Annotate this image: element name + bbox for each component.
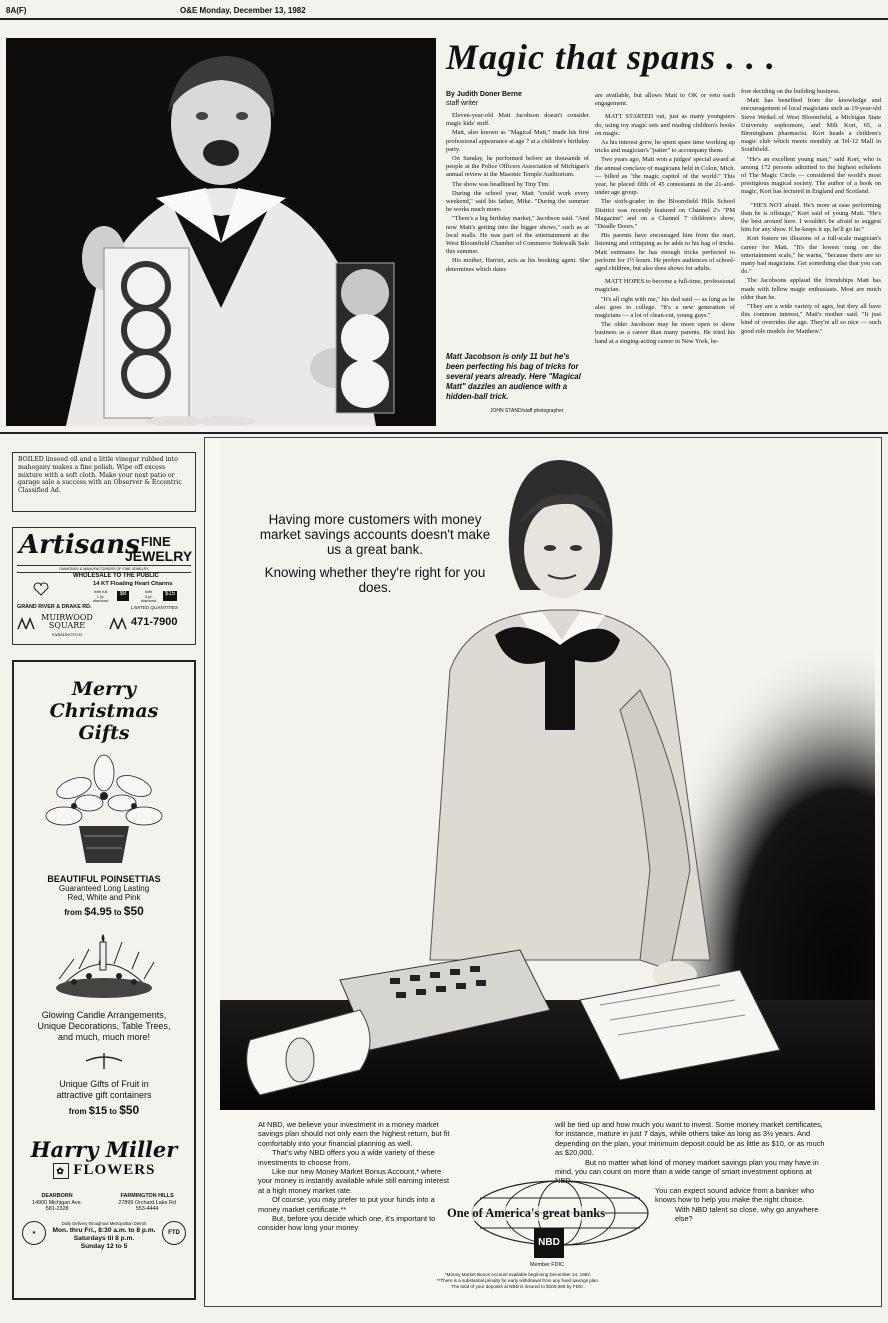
paragraph: are available, but allows Matt to OK or veto each engagement.: [595, 92, 735, 108]
subhead-paragraph: "HE'S NOT afraid. He's more at ease performing than he is offstage," Kort said of young Matt. "He's the best around here. I wouldn't be afraid to suggest him for any show. If he keeps it up, he'll go far.": [741, 201, 881, 234]
running-head: O&E Monday, December 13, 1982: [180, 6, 306, 15]
article-column-3: [741, 88, 881, 337]
byline-name: By Judith Doner Berne: [446, 91, 522, 98]
ftd-left-icon: ★: [22, 1221, 46, 1245]
muirwood-logo-icon-2: [109, 616, 127, 630]
store-farmington: FARMINGTON HILLS 27899 Orchard Lake Rd 553-4444: [118, 1193, 176, 1213]
flowers-logo-text: ✿ FLOWERS: [14, 1162, 194, 1179]
store-dearborn: DEARBORN 14900 Michigan Ave. 581-2328: [32, 1193, 83, 1213]
article-column-1: [446, 112, 589, 275]
fruit-desc: Unique Gifts of Fruit in attractive gift containers: [56, 1079, 152, 1100]
magician-photo: [6, 38, 436, 426]
paragraph: "They are a wide variety of ages, but they all have this common interest," Matt's mother said. "It just kind of overrides the age. They're all so nice — such good role models for Matthew.": [741, 303, 881, 335]
paragraph: fore deciding on the building business.: [741, 88, 841, 95]
paragraph: As his interest grew, he spent spare time working up tricks and magician's "patter" to accompany them.: [595, 139, 735, 155]
flower-emblem-icon: ✿: [53, 1163, 69, 1179]
paragraph: Kort fosters no illusions of a full-scale magician's career for Matt. "It's the lowest rung on the entertainment scale," he warns, "because there are so many bad magicians. Get something else that you can do.": [741, 235, 881, 276]
artisans-price-2: $15: [163, 591, 177, 601]
artisans-price-1: $8: [117, 591, 129, 601]
muirwood-logo-icon: [17, 616, 35, 630]
poinsettias-title: BEAUTIFUL POINSETTIAS: [47, 874, 161, 884]
member-fdic: Member FDIC: [530, 1262, 564, 1268]
photo-caption: Matt Jacobson is only 11 but he's been perfecting his bag of tricks for several years already. Here "Magical Matt" dazzles an audience with a hidden-ball trick.: [446, 352, 581, 401]
holly-divider-icon: [84, 1051, 124, 1071]
artisans-limited: LIMITED QUANTITIES: [131, 605, 178, 610]
artisans-fine: FINE: [141, 534, 171, 549]
nbd-copy-left: At NBD, we believe your investment in a money market savings plan should not only earn the highest return, but fit comfortably into your financial planning as well. That's why NBD offers you a wide variety of these investments to choose from. Like our new Money Market Bonus Account,* where your money is instantly available while still earning interest at a high money market rate. Of course, you may prefer to put your funds into a money market certificate.** But, before you decide which one, it's important to consider how long your money: [258, 1120, 450, 1233]
artisans-banner: DIAMONDS & MANUFACTURERS OF FINE JEWELRY: [17, 565, 191, 573]
artisans-option-2: with 3 pt. diamond: [141, 589, 157, 604]
nbd-footnotes: *Money Market Bonus Account available beginning December 14, 1982. **There is a substantial penalty for early withdrawal from any fixed savings plan. The total of your deposits at NBD is insured to $100,000 by FDIC.: [436, 1272, 600, 1289]
paragraph: The Jacobsons applaud the friendships Matt has made with fellow magic enthusiasts. Most are much older than he.: [741, 277, 881, 301]
nbd-copy-right: will be tied up and how much you want to invest. Some money market certificates, for instance, mature in just 7 days, while others take as long as 3½ years. And depending on the plan, your minimum deposit could be as little as $10, or as much as $20,000. But no matter what kind of money market savings plan you may have in mind, you can count on more than a wide range of smart investment options at NBD. You can expect sound advice from a banker who knows how to help you make the right choice. With NBD talent so close, why go anywhere else?: [555, 1120, 825, 1224]
artisans-option-1: with full 1 pt. diamond: [93, 589, 109, 604]
paragraph: Eleven-year-old Matt Jacobson doesn't consider magic kids' stuff.: [446, 112, 589, 128]
paragraph: The older Jacobson may be more open to show business as a career than many parents. He tried his hand at a singing-acting career in New York, be-: [595, 321, 735, 345]
paragraph: "It's all right with me," his dad said — as long as he also goes to college. "It's a new generation of magicians — a lot of clean-cut, young guys.": [595, 295, 735, 320]
artisans-phone: 471-7900: [131, 616, 178, 628]
paragraph: His mother, Harriet, acts as his booking agent. She determines which dates: [446, 257, 589, 273]
subhead-paragraph: MATT HOPES to become a full-time, professional magician.: [595, 278, 735, 294]
paragraph: During the school year, Matt "could work every weekend," said his father, Mike. "During the summer he works much more.: [446, 189, 589, 214]
artisans-wholesale: WHOLESALE TO THE PUBLIC: [73, 573, 159, 579]
poinsettias-desc: Guaranteed Long Lasting Red, White and Pink: [58, 884, 150, 902]
nbd-logo: NBD: [534, 1228, 564, 1258]
paragraph: His parents have encouraged him from the start, listening and critiquing as he adds to his bag of tricks. Matt estimates he has enough tricks perfected to perform for 1½ hours. He prefers audiences of school-aged children, but also does shows for adults.: [595, 232, 735, 273]
artisans-location: GRAND RIVER & DRAKE RD.: [17, 604, 92, 610]
paragraph: On Sunday, he performed before an thousands of people at the Police Officers Association of Michigan's annual review at the Masonic Temple Auditorium.: [446, 155, 589, 179]
merry-christmas-title: Merry Christmas Gifts: [49, 678, 159, 744]
harry-miller-flowers-ad: [12, 660, 196, 1300]
nbd-headline: Having more customers with money market savings accounts doesn't make us a great bank. Knowing whether they're right for you does.: [259, 512, 491, 595]
paragraph: "He's an excellent young man," said Kort, who is among 172 persons admitted to the highest echelons of The Magic Circle — considered the world's most prestigious magical society. The author of a book on magic, Kort has lectured in England and Scotland.: [741, 155, 881, 196]
artisans-logo: Artisans: [19, 530, 140, 560]
heart-charm-icon: [33, 582, 49, 596]
classified-filler-box: BOILED linseed oil and a little vinegar rubbed into mahogany makes a fine polish. Wipe off excess mixture with a soft cloth. Make your next patio or garage sale a success with an Observer & Eccentric Classified Ad.: [12, 452, 196, 512]
paragraph: Matt has benefited from the knowledge and encouragement of local magicians such as 19-year-old Steve Weikel of West Bloomfield, a Michigan State University sophomore, and Milt Kort, 65, a Birmingham pharmacist. Kort heads a children's magic club which meets monthly at Tel-12 Mall in Southfield.: [741, 97, 881, 154]
paragraph: Matt, also known as "Magical Matt," made his first professional appearance at age 7 at a children's birthday party.: [446, 129, 589, 153]
artisans-hearts: 14 KT Floating Heart Charms: [93, 581, 173, 587]
candles-desc: Glowing Candle Arrangements, Unique Decorations, Table Trees, and much, much more!: [37, 1010, 171, 1042]
article-column-2: [595, 92, 735, 347]
hours-block: [14, 1221, 194, 1267]
photo-credit: JOHN STAND/staff photographer: [490, 408, 564, 414]
paragraph: The show was headlined by Tiny Tim.: [452, 180, 550, 188]
poinsettia-illustration: [34, 748, 174, 868]
paragraph: Two years ago, Matt won a judges' special award at the annual conclave of magicians held in Colon, Mich. — billed as "the magic capitol of the world." This year, he placed fifth of 45 contestants in the 21-and-under age group.: [595, 156, 735, 197]
candle-arrangement-illustration: [44, 924, 164, 1004]
nbd-tagline: One of America's great banks: [447, 1206, 606, 1220]
muirwood-square: MUIRWOOD SQUARE FARMINGTON: [41, 613, 93, 637]
store-hours: Mon. thru Fri., 8:30 a.m. to 8 p.m. Saturdays til 8 p.m. Sunday 12 to 5: [52, 1226, 156, 1250]
ftd-logo: FTD: [162, 1221, 186, 1245]
store-locations: [14, 1193, 194, 1213]
paragraph: "There's a big birthday market," Jacobson said. "And now Matt's getting into the bigger shows," such as at local malls. He was part of the entertainment at the West Bloomfield Chamber of Commerce Sidewalk Sale this summer.: [446, 215, 589, 256]
delivery-note: Daily Delivery throughout Metropolitan Detroit: [61, 1220, 147, 1226]
harry-miller-logo: Harry Miller: [30, 1137, 178, 1162]
subhead-paragraph: MATT STARTED out, just as many youngsters do, using toy magic sets and reading children's books on magic.: [595, 113, 735, 137]
byline: [446, 90, 522, 108]
header-rule: [0, 18, 888, 20]
byline-title: staff writer: [446, 100, 479, 107]
artisans-jewelry-ad: [12, 527, 196, 645]
poinsettias-price: from $4.95 to $50: [64, 904, 144, 918]
page-folio: 8A(F): [6, 6, 27, 15]
paragraph: The sixth-grader in the Bloomfield Hills School District was recently featured on Channel 2's "PM Magazine" and on a Channel 7 children's show, "Deadle Doors.": [595, 198, 735, 231]
article-headline: Magic that spans . . .: [446, 37, 777, 77]
artisans-jewelry: JEWELRY: [125, 548, 193, 564]
fruit-price: from $15 to $50: [68, 1103, 140, 1117]
section-rule: [0, 432, 888, 434]
